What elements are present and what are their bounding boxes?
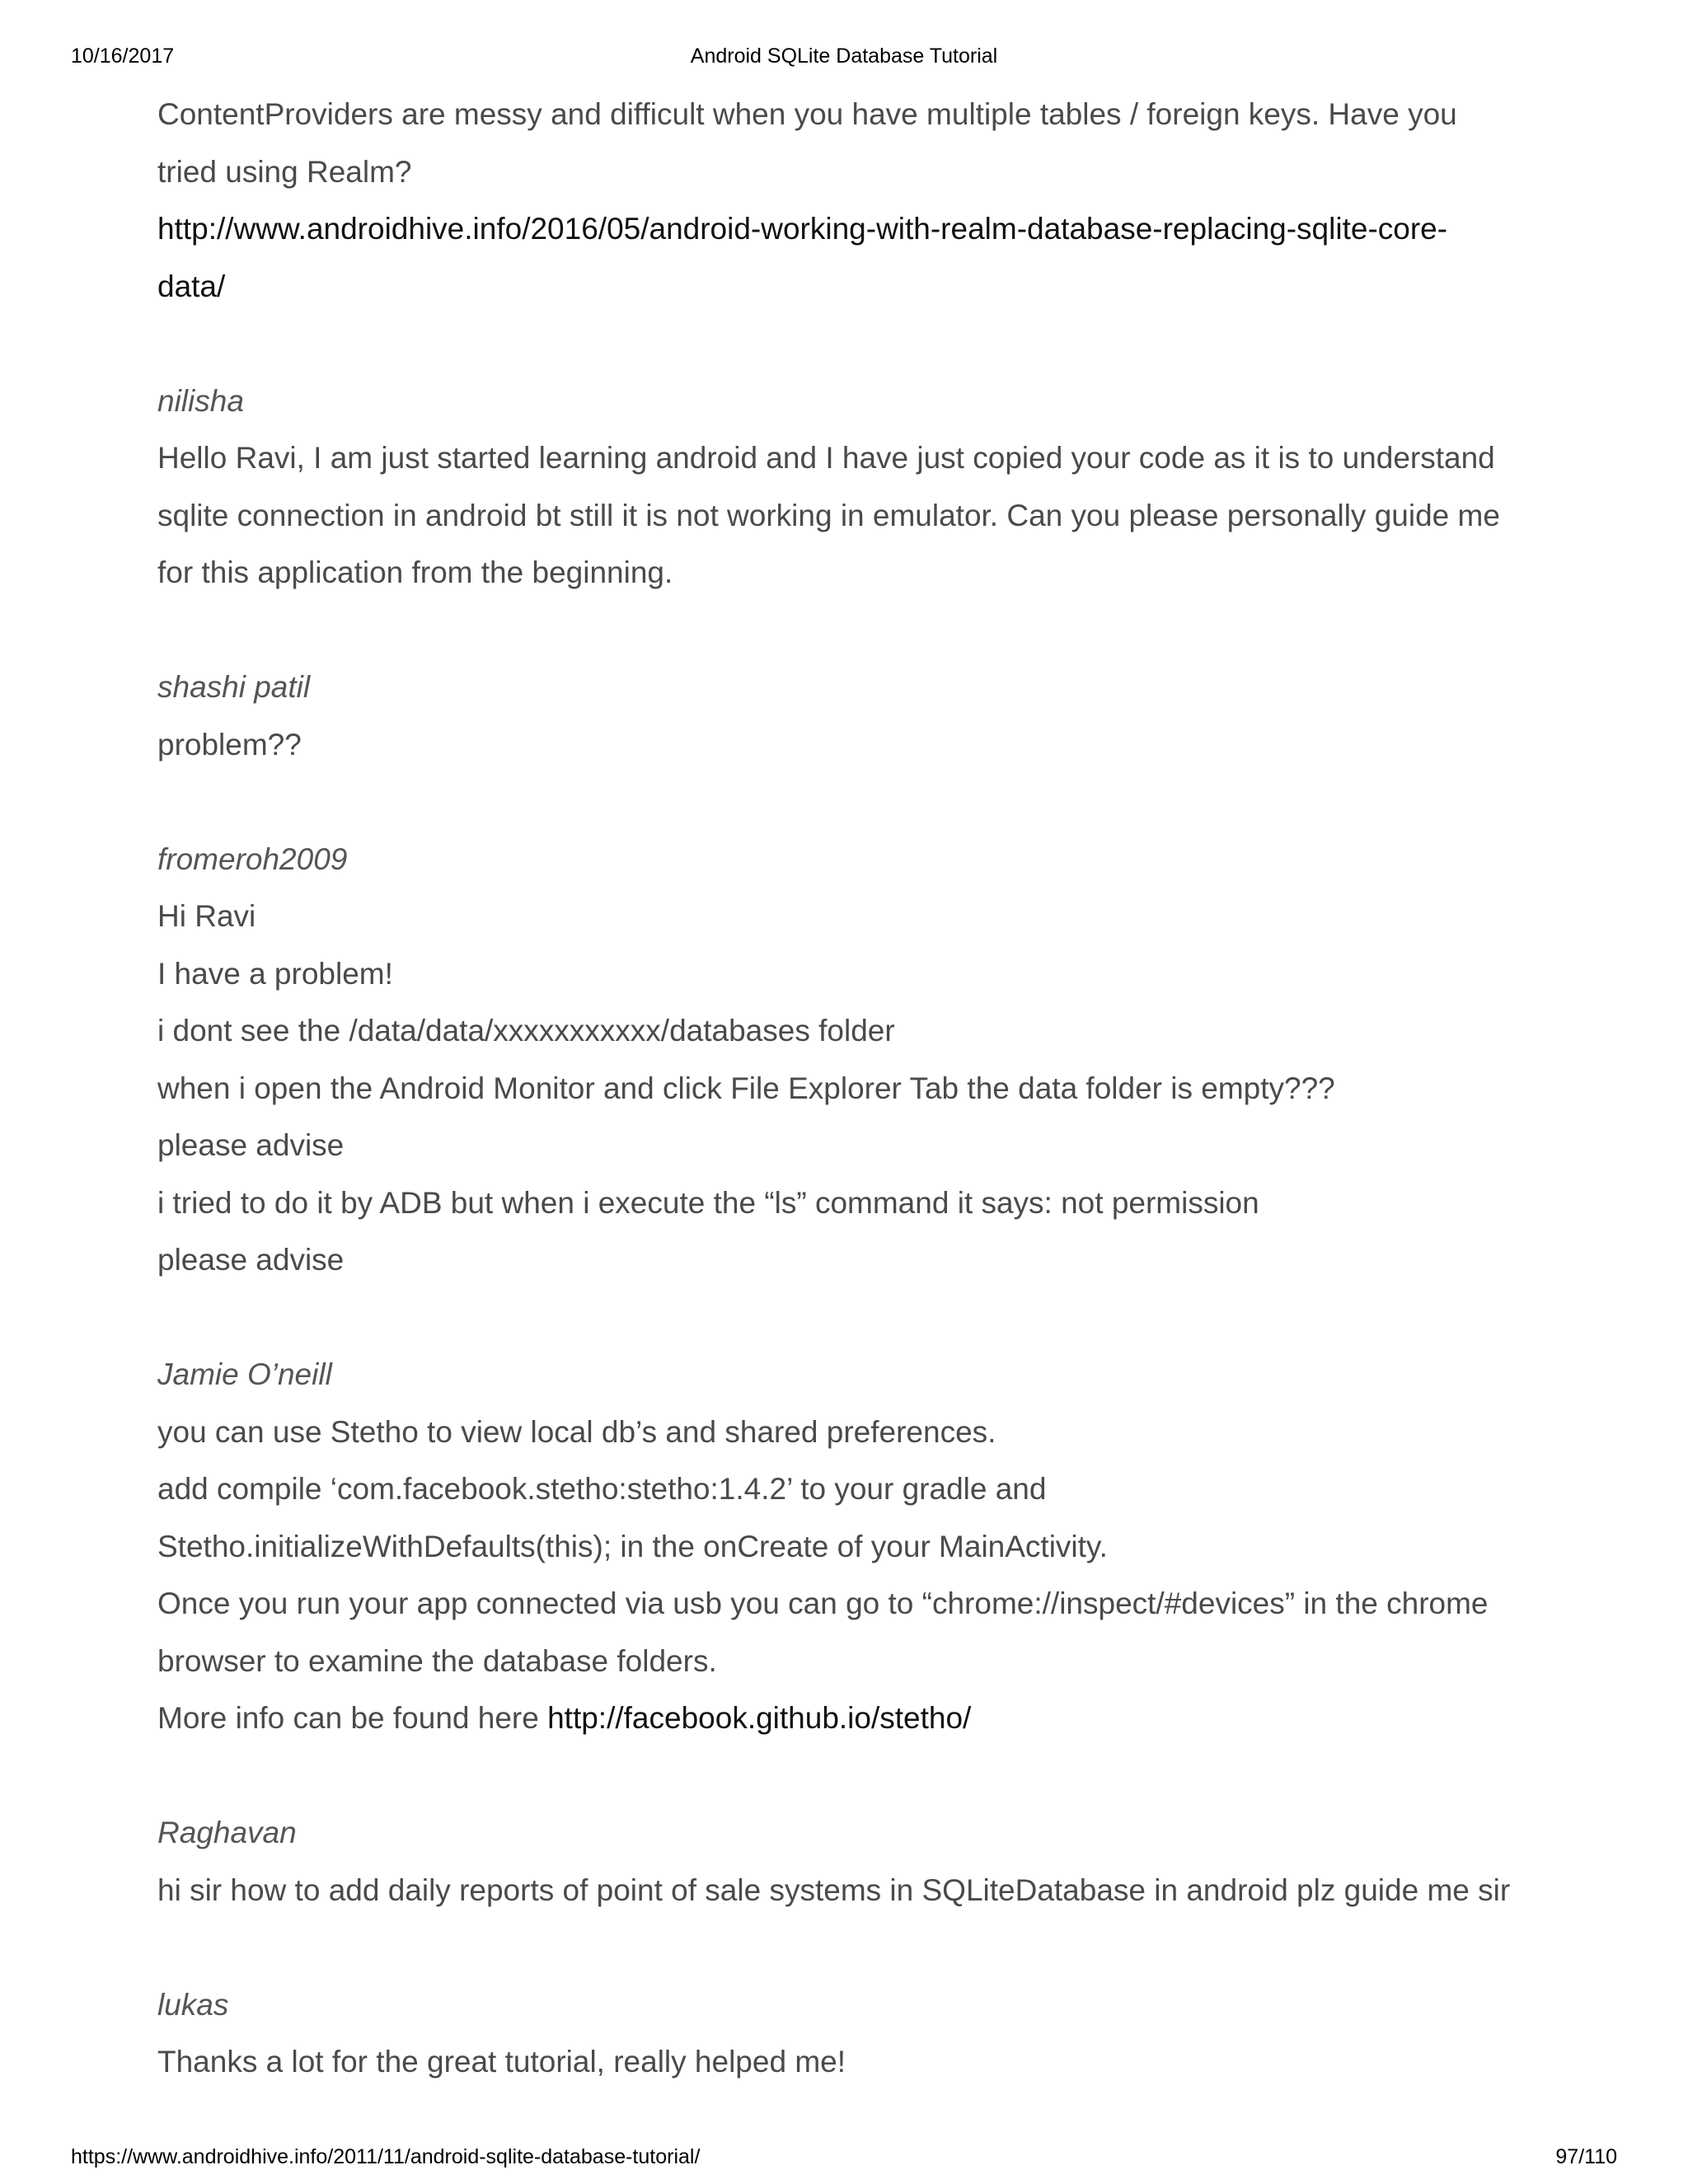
comment-line: for this application from the beginning. — [157, 555, 673, 589]
comment — [157, 831, 1550, 1289]
comment-author: nilisha — [157, 383, 244, 418]
comment-line: Hi Ravi — [157, 899, 256, 933]
comment-line: browser to examine the database folders. — [157, 1643, 717, 1678]
comment-author: shashi patil — [157, 670, 311, 704]
comment-line: hi sir how to add daily reports of point of sale systems in SQLiteDatabase in android plz guide me sir — [157, 1872, 1511, 1907]
comment-author: fromeroh2009 — [157, 841, 348, 876]
comment-author: lukas — [157, 1987, 229, 2022]
comment-line-more-info — [157, 1690, 1550, 1747]
realm-link[interactable]: http://www.androidhive.info/2016/05/android-working-with-realm-database-replacing-sqlite-core- — [157, 212, 1448, 246]
stetho-link[interactable]: http://facebook.github.io/stetho/ — [547, 1701, 972, 1735]
footer-url[interactable]: https://www.androidhive.info/2011/11/android-sqlite-database-tutorial/ — [71, 2145, 701, 2168]
comment-line: problem?? — [157, 727, 302, 762]
comment-author: Raghavan — [157, 1816, 297, 1849]
comment-author: Jamie O’neill — [157, 1357, 332, 1391]
comment — [157, 1346, 1550, 1747]
comment-line: Once you run your app connected via usb you can go to “chrome://inspect/#devices” in the chrome — [157, 1586, 1489, 1620]
comment-line: when i open the Android Monitor and click File Explorer Tab the data folder is empty??? — [157, 1071, 1335, 1105]
realm-link-continued[interactable]: data/ — [157, 269, 226, 303]
comment-line: please advise — [157, 1243, 345, 1277]
comment-line: you can use Stetho to view local db’s and shared preferences. — [157, 1414, 996, 1449]
comment-line: Thanks a lot for the great tutorial, really helped me! — [157, 2045, 846, 2079]
intro-line: ContentProviders are messy and difficult when you have multiple tables / foreign keys. Have you — [157, 97, 1457, 131]
comment-line: add compile ‘com.facebook.stetho:stetho:1.4.2’ to your gradle and — [157, 1472, 1047, 1506]
comment-line: i tried to do it by ADB but when i execute the “ls” command it says: not permission — [157, 1185, 1259, 1220]
comment-line: please advise — [157, 1128, 345, 1162]
comment — [157, 658, 1550, 773]
intro-line: tried using Realm? — [157, 154, 412, 189]
comment-line: sqlite connection in android bt still it is not working in emulator. Can you please personally guide me — [157, 498, 1500, 532]
comment — [157, 1804, 1550, 1919]
page-title: Android SQLite Database Tutorial — [690, 45, 998, 68]
comment — [157, 1976, 1550, 2091]
more-info-text: More info can be found here — [157, 1701, 548, 1735]
comments-content — [157, 86, 1550, 2091]
comment-line: i dont see the /data/data/xxxxxxxxxxx/databases folder — [157, 1014, 895, 1047]
comment-line: I have a problem! — [157, 956, 393, 991]
comment — [157, 373, 1550, 602]
comment-line: Hello Ravi, I am just started learning android and I have just copied your code as it is to understand — [157, 441, 1495, 475]
header-date: 10/16/2017 — [71, 45, 175, 68]
comment-line: Stetho.initializeWithDefaults(this); in the onCreate of your MainActivity. — [157, 1529, 1108, 1563]
page-number: 97/110 — [1555, 2145, 1617, 2168]
